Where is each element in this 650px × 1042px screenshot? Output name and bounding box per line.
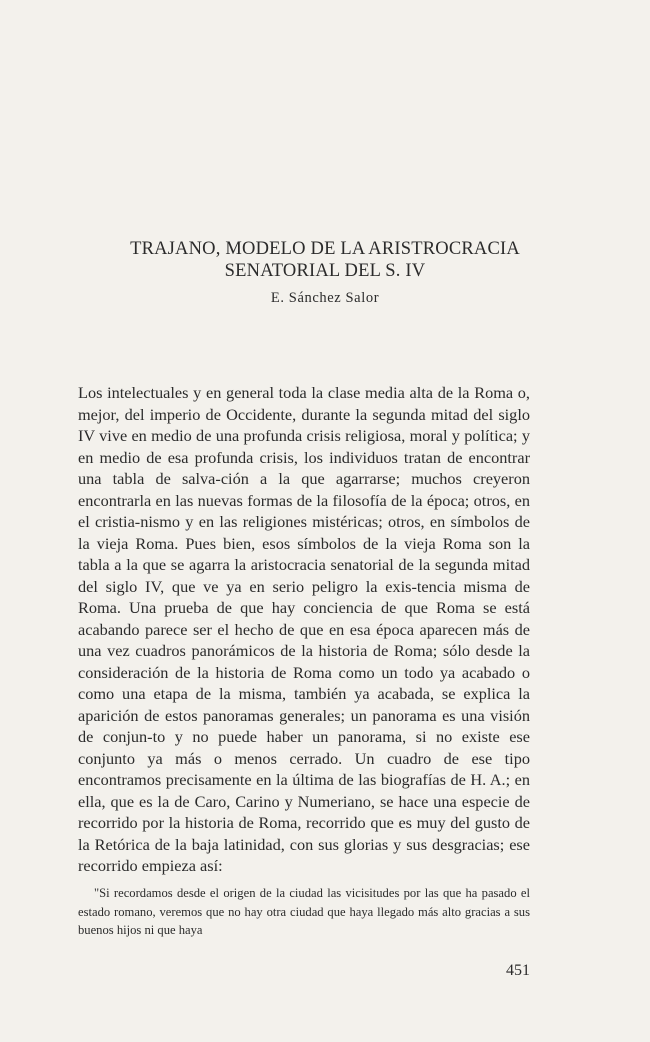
title-line-1: TRAJANO, MODELO DE LA ARISTROCRACIA bbox=[130, 239, 520, 259]
page-number: 451 bbox=[506, 962, 530, 979]
quotation: "Si recordamos desde el origen de la ciudad las vicisitudes por las que ha pasado el estado romano, veremos que no hay otra ciudad que haya llegado más alto gracias a sus buenos hijos ni que haya bbox=[78, 886, 530, 937]
title-line-2: SENATORIAL DEL S. IV bbox=[224, 261, 426, 281]
article-title bbox=[0, 238, 650, 282]
body-paragraph: Los intelectuales y en general toda la clase media alta de la Roma o, mejor, del imperio de Occidente, durante la segunda mitad del siglo IV vive en medio de una profunda crisis religiosa, moral y política; y en medio de esa profunda crisis, los individuos tratan de encontrar una tabla de salva-ción a la que agarrarse; muchos creyeron encontrarla en las nuevas formas de la filosofía de la época; otros, en el cristia-nismo y en las religiones mistéricas; otros, en símbolos de la vieja Roma. Pues bien, esos símbolos de la vieja Roma son la tabla a la que se agarra la aristocracia senatorial de la segunda mitad del siglo IV, que ve ya en serio peligro la exis-tencia misma de Roma. Una prueba de que hay conciencia de que Roma se está acabando parece ser el hecho de que en esa época aparecen más de una vez cuadros panorámicos de la historia de Roma; sólo desde la consideración de la historia de Roma como un todo ya acabado o como una etapa de la misma, también ya acabada, se explica la aparición de estos panoramas generales; un panorama es una visión de conjun-to y no puede haber un panorama, si no existe ese conjunto ya más o menos cerrado. Un cuadro de ese tipo encontramos precisamente en la última de las biografías de H. A.; en ella, que es la de Caro, Carino y Numeriano, se hace una especie de recorrido por la historia de Roma, recorrido que es muy del gusto de la Retórica de la baja latinidad, con sus glorias y sus desgracias; ese recorrido empieza así: bbox=[78, 383, 530, 875]
author-name: E. Sánchez Salor bbox=[270, 290, 380, 306]
